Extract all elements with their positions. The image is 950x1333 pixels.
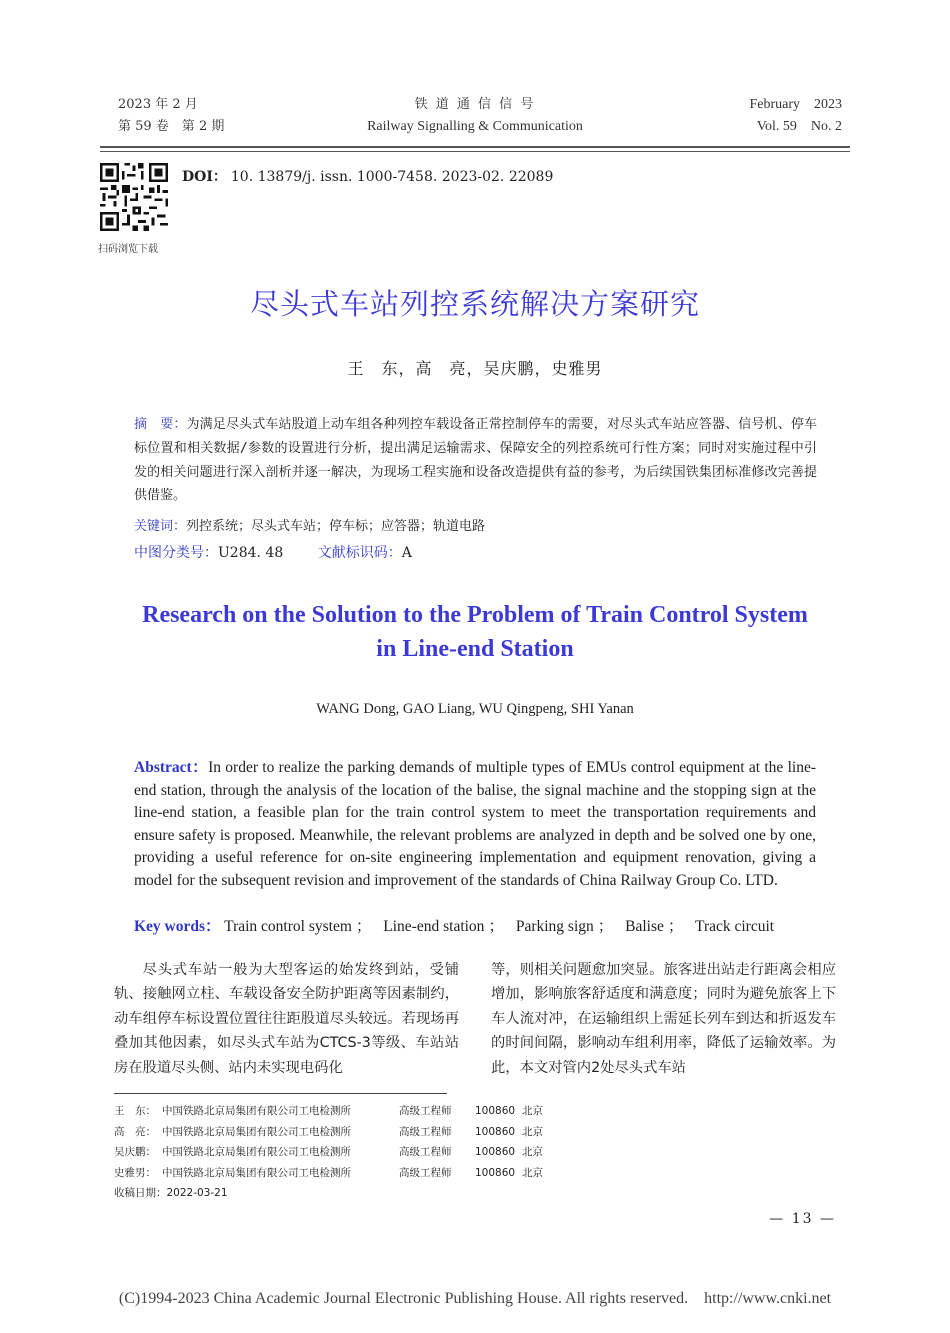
footnote-title: 高级工程师 [399, 1166, 452, 1179]
qr-caption: 扫码浏览下载 [98, 244, 158, 255]
footnote-city: 北京 [522, 1105, 543, 1117]
footnote-zip: 100860 [475, 1125, 516, 1138]
page-title-en [100, 598, 850, 666]
header-date-en: February 2023 [749, 97, 842, 112]
footnote-zip: 100860 [475, 1105, 516, 1117]
page-number: — 13 — [769, 1211, 836, 1227]
body-column-left: 尽头式车站一般为大型客运的始发终到站，受铺轨、接触网立柱、车载设备安全防护距离等因素制约，动车组停车标设置位置往往距股道尽头较远。若现场再叠加其他因素，如尽头式车站为CTCS-3等级、车站站房在股道尽头侧、站内未实现电码化 [114, 962, 459, 1076]
keyword-en: Track circuit [695, 918, 775, 935]
footnote-zip: 100860 [475, 1166, 516, 1179]
header-rule-thin [100, 151, 850, 152]
keyword-en: Balise [625, 918, 664, 935]
classification [134, 542, 442, 562]
doc-code-value: A [401, 545, 412, 561]
footnote-city: 北京 [522, 1125, 543, 1138]
header-date-cn: 2023 年 2 月 [118, 97, 198, 112]
keyword-en: Line-end station [383, 918, 485, 935]
page-title-cn: 尽头式车站列控系统解决方案研究 [249, 287, 700, 321]
authors-en: WANG Dong, GAO Liang, WU Qingpeng, SHI Yanan [316, 701, 634, 717]
footnote-affiliation: 中国铁路北京局集团有限公司工电检测所 [162, 1166, 351, 1179]
qr-code-icon[interactable] [100, 163, 168, 231]
keywords-cn-label: 关键词： [134, 519, 187, 534]
doi [182, 166, 553, 186]
footnote-row [114, 1163, 543, 1184]
doc-code-label: 文献标识码： [317, 545, 402, 561]
footnote-row [114, 1101, 543, 1122]
keyword-en: Parking sign [515, 918, 594, 935]
authors-cn: 王 东，高 亮，吴庆鹏，史雅男 [347, 359, 603, 378]
doi-label: DOI： [182, 169, 227, 185]
footnote-affiliation: 中国铁路北京局集团有限公司工电检测所 [162, 1105, 351, 1117]
footnote-city: 北京 [522, 1146, 543, 1158]
footnote-name: 吴庆鹏： [114, 1146, 156, 1158]
keyword-en: Train control system [224, 918, 352, 935]
keywords-en: Key words： Train control system ； Line-end station ； Parking sign ； Balise ； Track circuit [134, 918, 775, 935]
received-date: 收稿日期：2022-03-21 [114, 1187, 228, 1199]
keywords-en-label: Key words： [134, 918, 221, 935]
keywords-cn-text: 列控系统；尽头式车站；停车标；应答器；轨道电路 [186, 519, 486, 534]
footnote-rule [114, 1093, 447, 1094]
body-column-right: 等，则相关问题愈加突显。旅客进出站走行距离会相应增加，影响旅客舒适度和满意度；同时为避免旅客上下车人流对冲，在运输组织上需延长列车到达和折返发车的时间间隔，影响动车组利用率，降低了运输效率。为此，本文对管内2处尽头式车站 [491, 962, 836, 1076]
abstract-en [134, 757, 816, 893]
footnote-city: 北京 [522, 1166, 543, 1179]
header-issue-cn [118, 94, 224, 138]
clc-value: U284. 48 [218, 545, 284, 561]
header-volume-en: Vol. 59 No. 2 [756, 119, 842, 134]
journal-name-cn: 铁 道 通 信 信 号 [414, 97, 536, 112]
title-en-line1: Research on the Solution to the Problem of Train Control System [142, 602, 808, 628]
header-volume-cn: 第 59 卷 第 2 期 [118, 119, 225, 134]
footnote-title: 高级工程师 [399, 1125, 452, 1138]
title-en-line2: in Line-end Station [376, 636, 574, 662]
abstract-cn [134, 413, 817, 508]
journal-name-en: Railway Signalling & Communication [367, 119, 583, 134]
header-rule [100, 146, 850, 148]
footnote-name: 高 亮： [114, 1125, 156, 1138]
footnote-affiliation: 中国铁路北京局集团有限公司工电检测所 [162, 1125, 351, 1138]
copyright-footer: (C)1994-2023 China Academic Journal Electronic Publishing House. All rights reserved. http://www.cnki.net [118, 1290, 832, 1307]
footnote-title: 高级工程师 [399, 1105, 452, 1117]
footnote-affiliation: 中国铁路北京局集团有限公司工电检测所 [162, 1146, 351, 1158]
abstract-cn-label: 摘 要： [134, 417, 187, 432]
clc-label: 中图分类号： [134, 545, 218, 561]
footnote-name: 王 东： [114, 1105, 156, 1117]
footnote-zip: 100860 [475, 1146, 516, 1158]
header-journal [300, 94, 650, 138]
author-footnotes [114, 1101, 543, 1204]
abstract-en-label: Abstract： [134, 759, 209, 776]
keywords-cn [134, 515, 485, 534]
footnote-row [114, 1122, 543, 1143]
abstract-cn-text: 为满足尽头式车站股道上动车组各种列控车载设备正常控制停车的需要，对尽头式车站应答器、信号机、停车标位置和相关数据/参数的设置进行分析，提出满足运输需求、保障安全的列控系统可行性方案；同时对实施过程中引发的相关问题进行深入剖析并逐一解决，为现场工程实施和设备改造提供有益的参考，为后续国铁集团标准修改完善提供借鉴。 [134, 417, 817, 504]
footnote-title: 高级工程师 [399, 1146, 452, 1158]
abstract-en-text: In order to realize the parking demands of multiple types of EMUs control equipment at the line-end station, through the analysis of the location of the balise, the signal machine and the stopping sign at the line-end station, a feasible plan for the train control system to meet the transportation requirements and ensure safety is proposed. Meanwhile, the relevant problems are analyzed in depth and be solved one by one, providing a useful reference for on-site engineering implementation and equipment renovation, giving a model for the subsequent revision and improvement of the standards of China Railway Group Co. LTD. [134, 759, 816, 889]
doi-value[interactable]: 10. 13879/j. issn. 1000-7458. 2023-02. 22089 [230, 169, 554, 185]
footnote-row [114, 1142, 543, 1163]
footnote-name: 史雅男： [114, 1166, 156, 1179]
header-issue-en [749, 94, 842, 138]
